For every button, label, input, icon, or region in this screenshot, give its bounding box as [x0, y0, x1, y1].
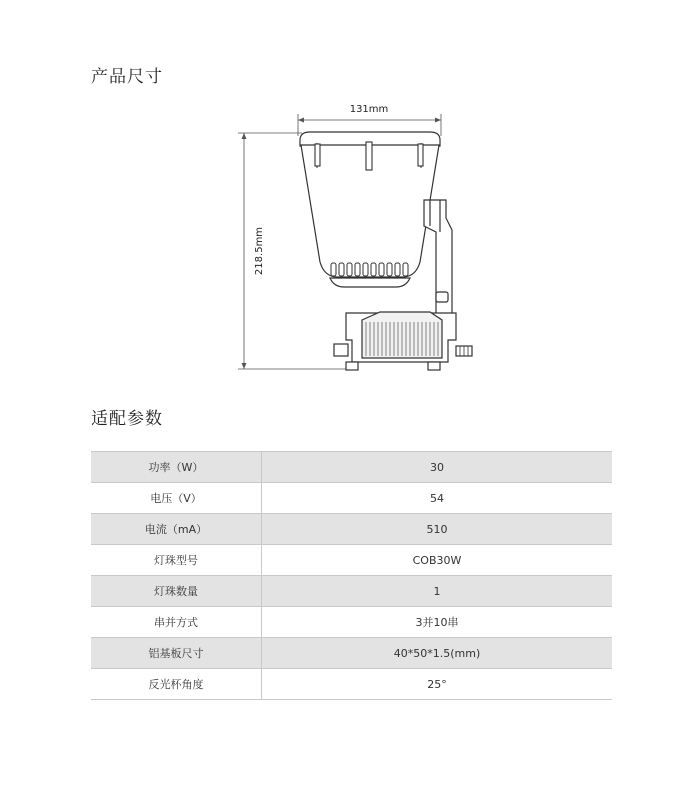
param-label: 灯珠型号: [91, 545, 262, 576]
table-row: [91, 514, 612, 545]
height-label: 218.5mm: [254, 226, 265, 276]
section-title-dimensions: 产品尺寸: [91, 67, 163, 87]
table-row: [91, 638, 612, 669]
param-label: 铝基板尺寸: [91, 638, 262, 669]
param-value: 3并10串: [262, 607, 613, 638]
param-label: 反光杯角度: [91, 669, 262, 700]
param-label: 电压（V）: [91, 483, 262, 514]
param-label: 串并方式: [91, 607, 262, 638]
lamp-outline: [300, 132, 472, 370]
param-value: 30: [262, 452, 613, 483]
table-row: [91, 576, 612, 607]
params-table: [91, 451, 612, 700]
param-value: COB30W: [262, 545, 613, 576]
table-row: [91, 669, 612, 700]
param-value: 1: [262, 576, 613, 607]
table-row: [91, 452, 612, 483]
param-label: 功率（W）: [91, 452, 262, 483]
param-label: 电流（mA）: [91, 514, 262, 545]
param-value: 54: [262, 483, 613, 514]
param-value: 510: [262, 514, 613, 545]
table-row: [91, 545, 612, 576]
table-row: [91, 607, 612, 638]
table-row: [91, 483, 612, 514]
param-value: 40*50*1.5(mm): [262, 638, 613, 669]
width-label: 131mm: [349, 104, 389, 115]
section-title-params: 适配参数: [91, 409, 163, 429]
product-dimension-drawing: [0, 0, 700, 400]
param-label: 灯珠数量: [91, 576, 262, 607]
param-value: 25°: [262, 669, 613, 700]
